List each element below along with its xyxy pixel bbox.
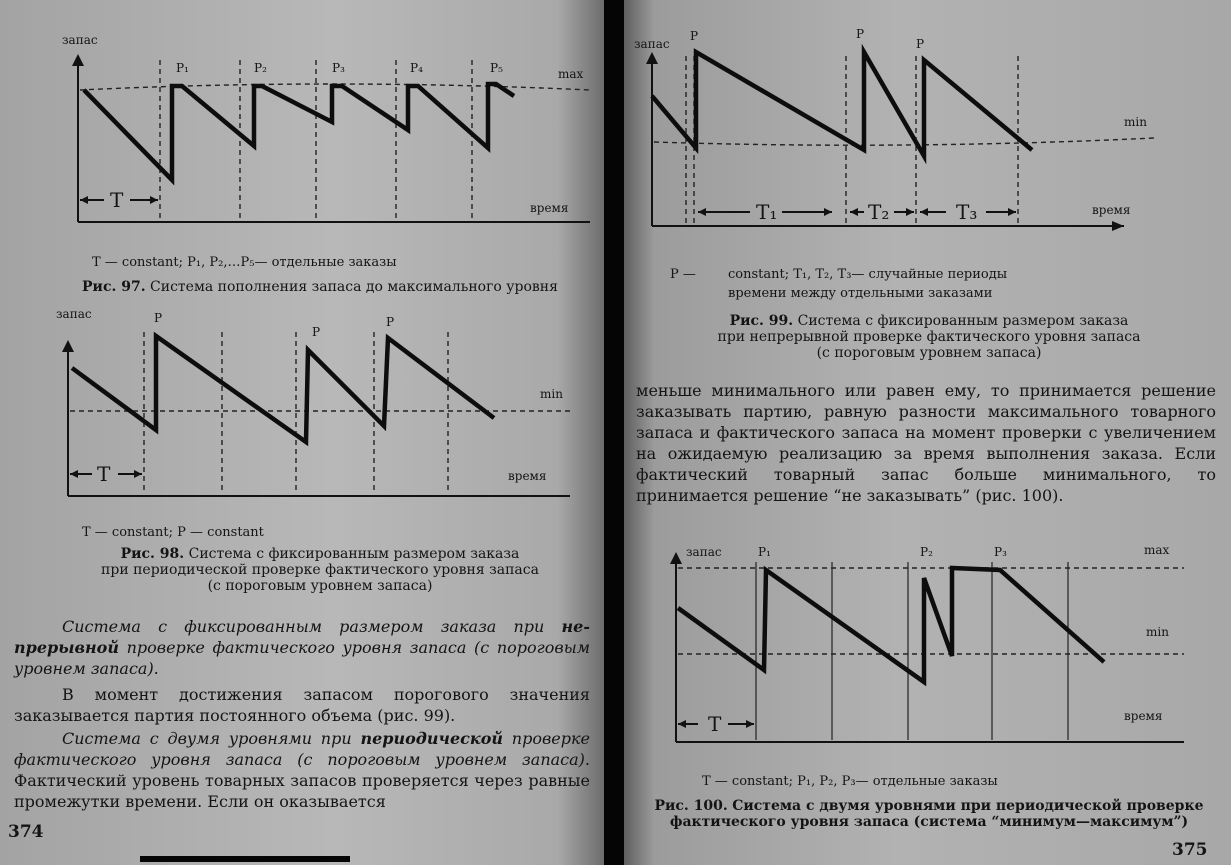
fig100-order-label: P₁ (758, 545, 771, 559)
fig97-order-label: P₂ (254, 61, 267, 75)
para1-bold: не-прерывной (14, 617, 590, 657)
fig99-chart (624, 0, 1231, 260)
fig99-legend-p: P — (670, 267, 696, 282)
fig97-order-label: P₅ (490, 61, 503, 75)
para3-italic: Система с двумя уровнями при (62, 729, 361, 748)
fig99-min-label: min (1124, 115, 1147, 129)
fig97-period-label: T (110, 188, 124, 212)
fig97-caption-text: Система пополнения запаса до максимального уровня (150, 279, 558, 295)
fig100-legend: T — constant; P₁, P₂, P₃— отдельные заказы (702, 774, 998, 789)
fig97-order-label: P₁ (176, 61, 189, 75)
fig100-min-label: min (1146, 625, 1169, 639)
para1-italic: Система с фиксированным размером заказа при (62, 617, 562, 636)
fig97-y-axis-label: запас (62, 33, 98, 47)
fig97-order-label: P₄ (410, 61, 423, 75)
fig97-caption-number: Рис. 97. (82, 279, 146, 295)
fig98-order-label: P (154, 311, 163, 325)
fig99-order-label: P (856, 27, 865, 41)
fig99-x-axis-label: время (1092, 203, 1131, 217)
decorative-bar (140, 856, 350, 862)
fig99-period-label: T₁ (756, 200, 778, 224)
fig99-caption-line: при непрерывной проверке фактического уровня запаса (717, 329, 1141, 345)
fig98-legend: T — constant; P — constant (82, 525, 264, 540)
fig98-caption-line: (с пороговым уровнем запаса) (207, 578, 433, 594)
fig99-period-label: T₃ (956, 200, 978, 224)
paragraph-two-level (14, 728, 590, 812)
fig100-period-label: T (708, 712, 722, 736)
fig100-order-label: P₂ (920, 545, 933, 559)
fig99-order-label: P (916, 37, 925, 51)
paragraph-threshold: В момент достижения запасом порогового значения заказывается партия постоянного объема (рис. 99). (14, 685, 590, 725)
fig97-caption (40, 279, 600, 295)
fig98-order-label: P (312, 325, 321, 339)
book-spine (604, 0, 626, 865)
fig100-max-label: max (1144, 543, 1170, 557)
paragraph-min-max-decision: меньше минимального или равен ему, то принимается решение заказывать партию, равную разности максимального товарного запаса и фактического запаса на момент проверки с увеличением на ожидаемую реализацию за время выполнения заказа. Если фактический товарный запас больше минимального, то принимается решение “не заказывать” (рис. 100). (636, 381, 1216, 505)
fig99-y-axis-label: запас (634, 37, 670, 51)
fig100-x-axis-label: время (1124, 709, 1163, 723)
fig98-caption-line: Система с фиксированным размером заказа (188, 546, 520, 562)
fig100-caption-line: фактического уровня запаса (система “минимум—максимум”) (669, 814, 1189, 830)
page-number: 374 (8, 822, 44, 842)
fig98-chart (0, 300, 606, 530)
fig98-caption-line: при периодической проверке фактического уровня запаса (101, 562, 539, 578)
fig98-y-axis-label: запас (56, 307, 92, 321)
page-number: 375 (1172, 840, 1208, 860)
fig99-period-label: T₂ (868, 200, 890, 224)
fig98-order-label: P (386, 315, 395, 329)
fig99-caption-line: (с пороговым уровнем запаса) (816, 345, 1042, 361)
fig100-y-axis-label: запас (686, 545, 722, 559)
fig99-order-label: P (690, 29, 699, 43)
fig97-max-label: max (558, 67, 584, 81)
left-page (0, 0, 606, 865)
fig98-caption-number: Рис. 98. (120, 546, 185, 562)
para1-italic-end: проверке фактического уровня запаса (с пороговым уровнем запаса). (14, 638, 590, 678)
para3-bold: периодической (360, 729, 503, 748)
paragraph-continuous-fixed-order (14, 616, 590, 679)
fig97-legend: T — constant; P₁, P₂,…P₅— отдельные заказы (92, 255, 397, 270)
fig99-legend-line: времени между отдельными заказами (728, 286, 993, 301)
fig100-chart (624, 540, 1231, 770)
fig99-caption-line: Система с фиксированным размером заказа (797, 313, 1129, 329)
para3-italic-end: проверке фактического уровня запаса (с пороговым уровнем запаса). (14, 729, 591, 769)
fig97-order-label: P₃ (332, 61, 345, 75)
fig97-x-axis-label: время (530, 201, 569, 215)
fig99-caption (644, 313, 1214, 361)
fig100-caption (644, 798, 1214, 830)
fig98-caption (40, 546, 600, 594)
fig97-chart (0, 0, 606, 270)
fig99-legend-line: constant; T₁, T₂, T₃— случайные периоды (728, 267, 1008, 282)
fig100-caption-line: Система с двумя уровнями при периодической проверке (732, 798, 1204, 814)
fig98-min-label: min (540, 387, 563, 401)
fig100-caption-number: Рис. 100. (654, 798, 728, 814)
para3-text: Фактический уровень товарных запасов проверяется через равные промежутки времени. Если он оказывается (14, 771, 590, 811)
right-page (624, 0, 1231, 865)
fig98-period-label: T (97, 462, 111, 486)
fig99-caption-number: Рис. 99. (729, 313, 794, 329)
fig100-order-label: P₃ (994, 545, 1007, 559)
fig98-x-axis-label: время (508, 469, 547, 483)
